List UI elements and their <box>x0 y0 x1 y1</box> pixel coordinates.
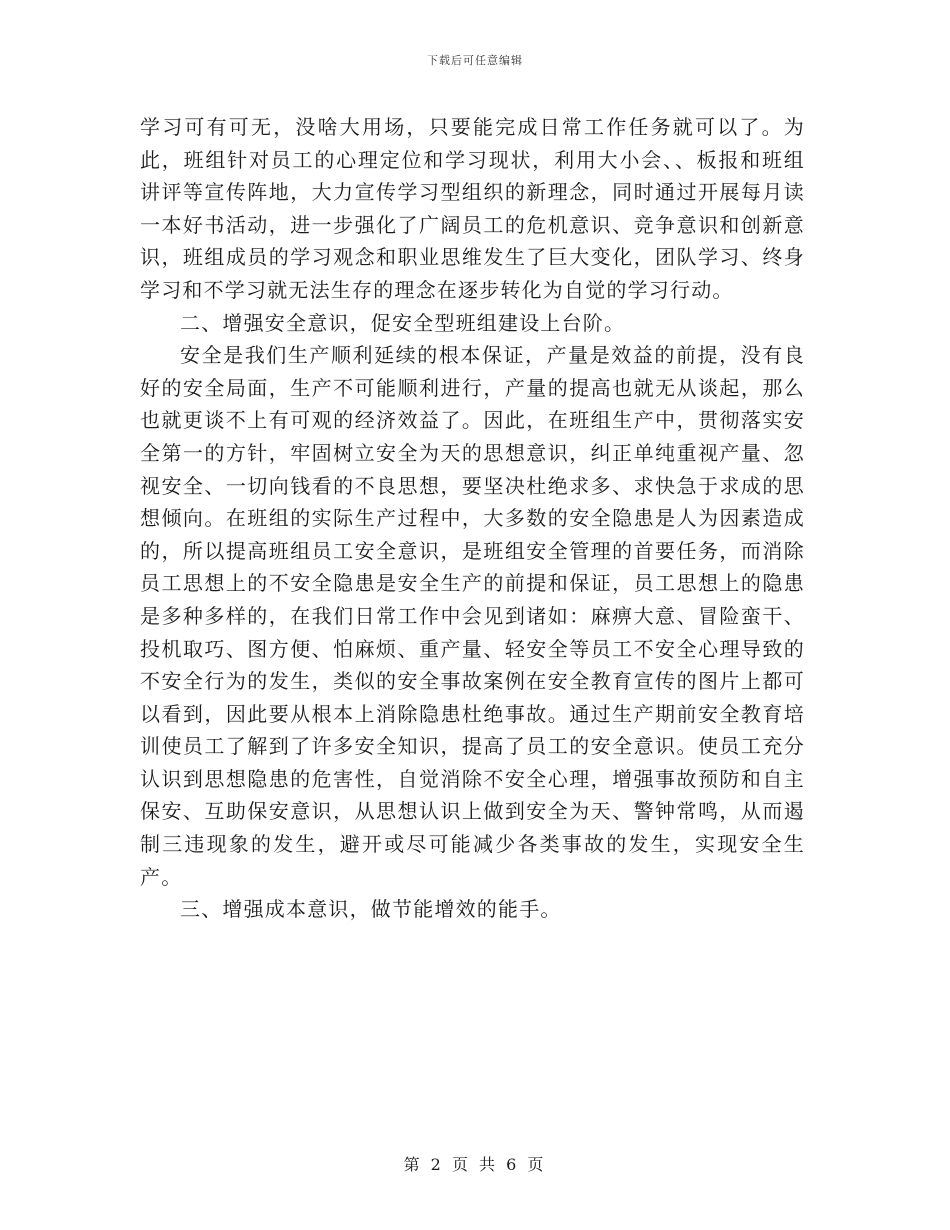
page-header: 下载后可任意编辑 <box>427 54 523 67</box>
page-footer: 第 2 页 共 6 页 <box>403 1155 547 1174</box>
section-heading-2: 二、增强安全意识，促安全型班组建设上台阶。 <box>180 310 626 335</box>
paragraph-continuation: 学习可有可无，没啥大用场，只要能完成日常工作任务就可以了。为此，班组针对员工的心理定位和学习现状，利用大小会、、板报和班组讲评等宣传阵地，大力宣传学习型组织的新理念，同时通过开展每月读一本好书活动，进一步强化了广阔员工的危机意识、竞争意识和创新意识，班组成员的学习观念和职业思维发生了巨大变化，团队学习、终身学习和不学习就无法生存的理念在逐步转化为自觉的学习行动。 <box>140 115 805 302</box>
section-heading-3: 三、增强成本意识，做节能增效的能手。 <box>180 897 562 922</box>
document-body <box>140 111 805 926</box>
paragraph-safety: 安全是我们生产顺利延续的根本保证，产量是效益的前提，没有良好的安全局面，生产不可能顺利进行，产量的提高也就无从谈起，那么也就更谈不上有可观的经济效益了。因此，在班组生产中，贯彻落实安全第一的方针，牢固树立安全为天的思想意识，纠正单纯重视产量、忽视安全、一切向钱看的不良思想，要坚决杜绝求多、求快急于求成的思想倾向。在班组的实际生产过程中，大多数的安全隐患是人为因素造成的，所以提高班组员工安全意识，是班组安全管理的首要任务，而消除员工思想上的不安全隐患是安全生产的前提和保证，员工思想上的隐患是多种多样的，在我们日常工作中会见到诸如：麻痹大意、冒险蛮干、投机取巧、图方便、怕麻烦、重产量、轻安全等员工不安全心理导致的不安全行为的发生，类似的安全事故案例在安全教育宣传的图片上都可以看到，因此要从根本上消除隐患杜绝事故。通过生产期前安全教育培训使员工了解到了许多安全知识，提高了员工的安全意识。使员工充分认识到思想隐患的危害性，自觉消除不安全心理，增强事故预防和自主保安、互助保安意识，从思想认识上做到安全为天、警钟常鸣，从而遏制三违现象的发生，避开或尽可能减少各类事故的发生，实现安全生产。 <box>140 343 805 889</box>
